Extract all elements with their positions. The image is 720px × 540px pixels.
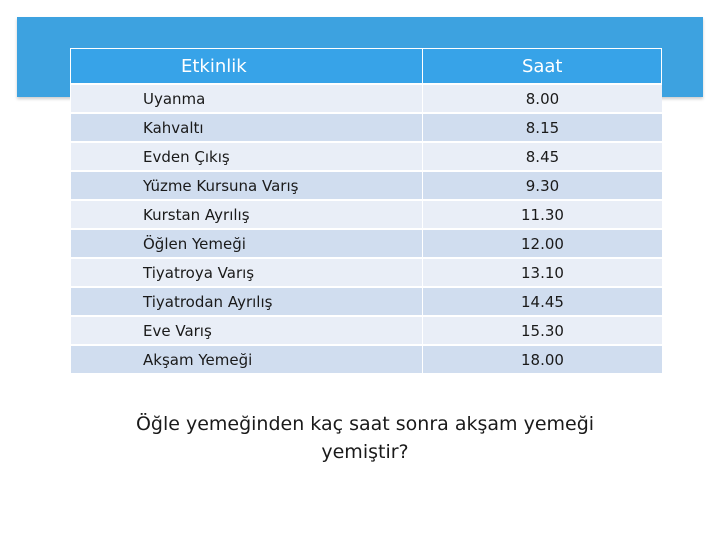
schedule-table [70,48,662,373]
time-cell: 14.45 [423,287,662,316]
time-cell: 9.30 [423,171,662,200]
table-row [71,258,662,287]
activity-cell: Uyanma [71,84,423,113]
time-cell: 11.30 [423,200,662,229]
activity-cell: Akşam Yemeği [71,345,423,373]
time-cell: 8.00 [423,84,662,113]
header-time: Saat [423,49,662,85]
time-cell: 15.30 [423,316,662,345]
table-header-row [71,49,662,85]
header-activity: Etkinlik [71,49,423,85]
question-text: Öğle yemeğinden kaç saat sonra akşam yemeği yemiştir? [135,413,595,463]
activity-cell: Eve Varış [71,316,423,345]
table-row [71,229,662,258]
table-row [71,84,662,113]
table-row [71,142,662,171]
activity-cell: Tiyatroya Varış [71,258,423,287]
activity-cell: Tiyatrodan Ayrılış [71,287,423,316]
time-cell: 12.00 [423,229,662,258]
time-cell: 18.00 [423,345,662,373]
activity-cell: Yüzme Kursuna Varış [71,171,423,200]
table-row [71,345,662,373]
table-row [71,287,662,316]
table-row [71,113,662,142]
activity-cell: Kahvaltı [71,113,423,142]
table-row [71,316,662,345]
activity-cell: Öğlen Yemeği [71,229,423,258]
activity-cell: Kurstan Ayrılış [71,200,423,229]
time-cell: 8.15 [423,113,662,142]
time-cell: 8.45 [423,142,662,171]
table-row [71,171,662,200]
activity-cell: Evden Çıkış [71,142,423,171]
time-cell: 13.10 [423,258,662,287]
table-row [71,200,662,229]
